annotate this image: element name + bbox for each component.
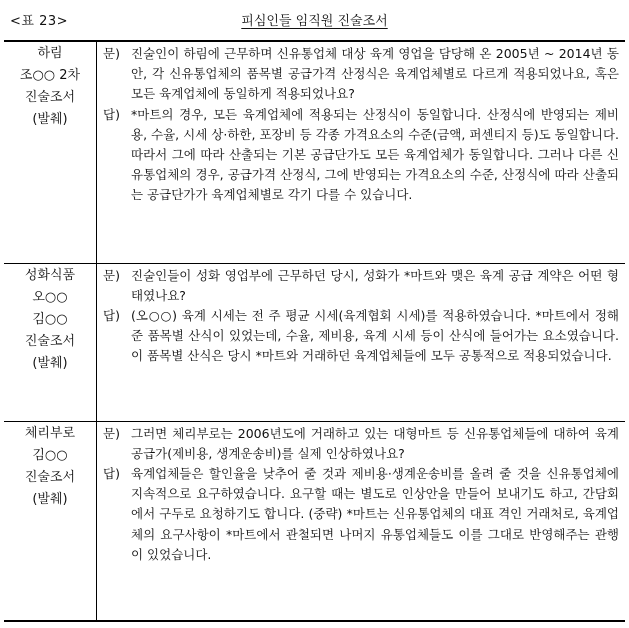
answer-text: (오○○) 육계 시세는 전 주 평균 시세(육계협회 시세)를 적용하였습니다. *마트에서 정해 준 품목별 산식이 있었는데, 수율, 제비용, 육계 시세 등이 산식에 들어가는 요소였습니다. 이 품목별 산식은 당시 *마트와 거래하던 육계업체들에 모두 공통적으로 적용되었습니다. <box>131 307 619 364</box>
question-text: 진술인이 하림에 근무하며 신유통업체 대상 육계 영업을 담당해 온 2005년 ~ 2014년 동안, 각 신유통업체의 품목별 공급가격 산정식은 육계업체별로 다르게 적용되었나요, 혹은 모든 육계업체에 동일하게 적용되었나요? <box>131 46 619 102</box>
source-doc-type: 진술조서 <box>24 469 76 485</box>
question-text: 진술인들이 성화 영업부에 근무하던 당시, 성화가 *마트와 맺은 육계 공급 계약은 어떤 형태였나요? <box>131 267 619 303</box>
question <box>103 424 619 464</box>
row-source-cell <box>4 41 97 263</box>
question <box>103 266 619 306</box>
question-mark: 문) <box>103 267 120 283</box>
row-qa-cell <box>97 421 626 621</box>
table-row <box>4 41 625 263</box>
answer-mark: 답) <box>103 307 120 323</box>
source-doc-type: 진술조서 <box>24 90 76 105</box>
answer-mark: 답) <box>103 465 120 481</box>
table-row <box>4 421 625 621</box>
source-person: 조○○ 2차 <box>19 68 81 83</box>
question <box>103 44 619 105</box>
source-excerpt-note: (발췌) <box>32 491 68 507</box>
row-qa-cell <box>97 41 626 263</box>
answer <box>103 105 619 206</box>
answer-text: *마트의 경우, 모든 육계업체에 적용되는 산정식이 동일합니다. 산정식에 반영되는 제비용, 수율, 시세 상·하한, 포장비 등 각종 가격요소의 수준(금액, 퍼센티지 등)도 동일합니다. 따라서 그에 따라 산출되는 기본 공급단가도 모든 육계업체가 동일합니다. 그러나 다른 신유통업체의 경우, 공급가격 산정식, 그에 반영되는 가격요소의 수준, 산정식에 따라 산출되는 공급단가가 육계업체별로 각기 다를 수 있습니다. <box>131 106 619 203</box>
answer <box>103 464 619 565</box>
source-person: 오○○ <box>32 289 68 305</box>
question-mark: 문) <box>103 46 120 61</box>
source-company: 하림 <box>37 46 63 61</box>
source-person: 김○○ <box>32 311 68 327</box>
testimony-table <box>4 40 625 622</box>
source-excerpt-note: (발췌) <box>32 355 68 371</box>
table-label: <표 23> <box>10 14 69 29</box>
question-mark: 문) <box>103 425 120 441</box>
source-doc-type: 진술조서 <box>24 333 76 349</box>
row-source-cell <box>4 421 97 621</box>
document-header <box>0 10 629 32</box>
source-company: 체리부로 <box>24 425 76 441</box>
source-excerpt-note: (발췌) <box>32 112 68 127</box>
question-text: 그러면 체리부로는 2006년도에 거래하고 있는 대형마트 등 신유통업체들에 대하여 육계 공급가(제비용, 생계운송비)를 실제 인상하였나요? <box>131 425 619 461</box>
document-title: 피심인들 임직원 진술조서 <box>241 14 388 29</box>
answer <box>103 306 619 367</box>
source-person: 김○○ <box>32 447 68 463</box>
row-qa-cell <box>97 263 626 421</box>
source-company: 성화식품 <box>24 267 76 283</box>
answer-text: 육계업체들은 할인율을 낮추어 줄 것과 제비용·생계운송비를 올려 줄 것을 신유통업체에 지속적으로 요구하였습니다. 요구할 때는 별도로 인상안을 만들어 보내기도 하고, 간담회에서 구두로 요청하기도 합니다. (중략) *마트는 신유통업체의 대표 격인 거래처로, 육계업체의 요구사항이 *마트에서 관철되면 나머지 유통업체들도 이를 그대로 반영해주는 관행이 있었습니다. <box>131 465 619 562</box>
table-row <box>4 263 625 421</box>
row-source-cell <box>4 263 97 421</box>
answer-mark: 답) <box>103 106 120 122</box>
